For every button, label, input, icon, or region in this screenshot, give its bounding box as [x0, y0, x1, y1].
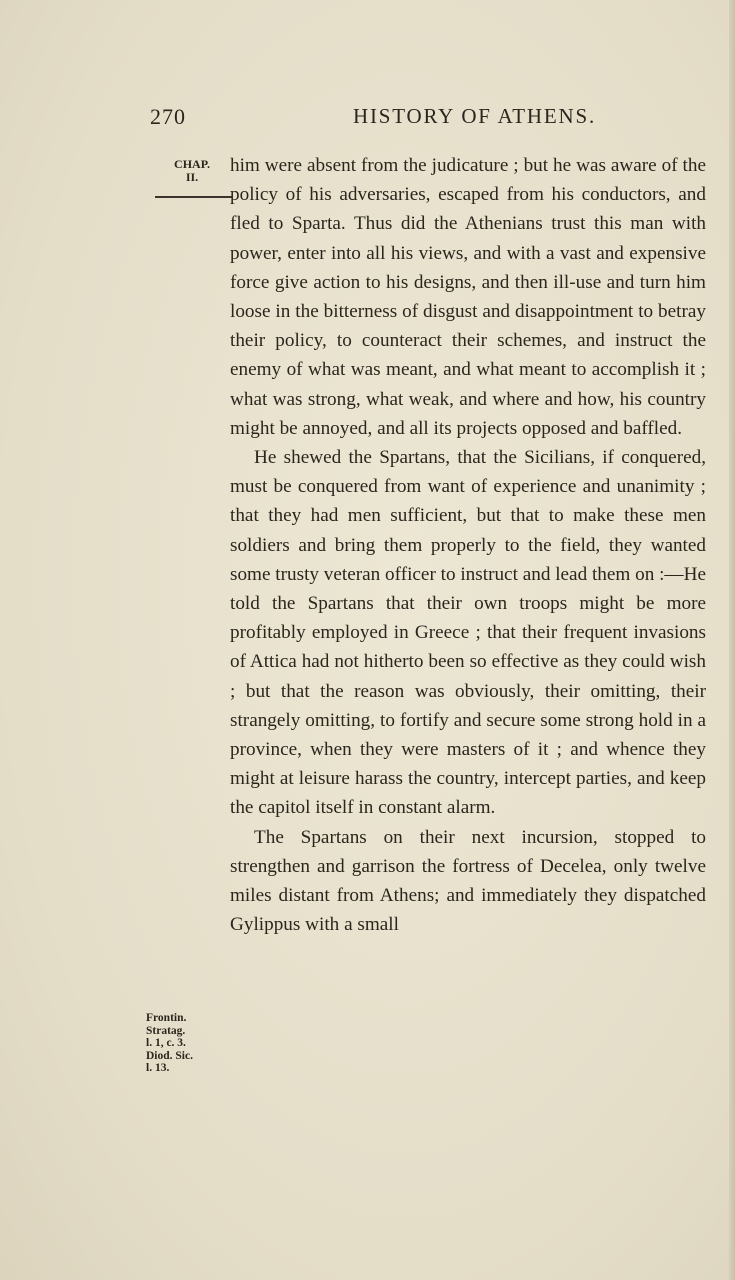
- chapter-label: CHAP.: [174, 157, 210, 171]
- source-note-line: l. 13.: [146, 1062, 170, 1074]
- page-number: 270: [150, 104, 186, 129]
- page-edge: [729, 0, 735, 1280]
- chapter-marker: [166, 158, 218, 184]
- body-text: [230, 151, 706, 939]
- source-margin-note: [146, 1012, 216, 1075]
- paragraph: The Spartans on their next incursion, stopped to strengthen and garrison the fortress of Decelea, only twelve miles distant from Athens; and immediately they dispatched Gylippus with a small: [230, 826, 706, 936]
- source-note-line: Stratag.: [146, 1024, 186, 1037]
- source-note-line: Frontin.: [146, 1012, 187, 1024]
- source-note-line: l. 1, c. 3.: [146, 1037, 186, 1049]
- source-note-line: Diod. Sic.: [146, 1049, 193, 1062]
- running-title: HISTORY OF ATHENS.: [353, 104, 597, 128]
- paragraph: He shewed the Spartans, that the Sicilians, if conquered, must be conquered from want of experience and unanimity ; that they had men sufficient, but that to make these men soldiers and bring them properly to the field, they wanted some trusty veteran officer to instruct and lead them on :—He told the Spartans that their own troops might be more profitably employed in Greece ; that their frequent invasions of Attica had not hitherto been so effective as they could wish ; but that the reason was obviously, their omitting, their strangely omitting, to fortify and secure some strong hold in a province, when they were masters of it ; and whence they might at leisure harass the country, intercept parties, and keep the capitol itself in constant alarm.: [230, 447, 706, 819]
- paragraph: him were absent from the judicature ; but he was aware of the policy of his adversaries, escaped from his conductors, and fled to Sparta. Thus did the Athenians trust this man with power, enter into all his views, and with a vast and expensive force give action to his designs, and then ill-use and turn him loose in the bitterness of disgust and disappointment to betray their policy, to counteract their schemes, and instruct the enemy of what was meant, and what meant to accomplish it ; what was strong, what weak, and where and how, his country might be annoyed, and all its projects opposed and baffled.: [230, 155, 706, 439]
- page-header: [0, 104, 735, 134]
- chapter-number: II.: [185, 170, 199, 184]
- chapter-rule: [155, 196, 233, 198]
